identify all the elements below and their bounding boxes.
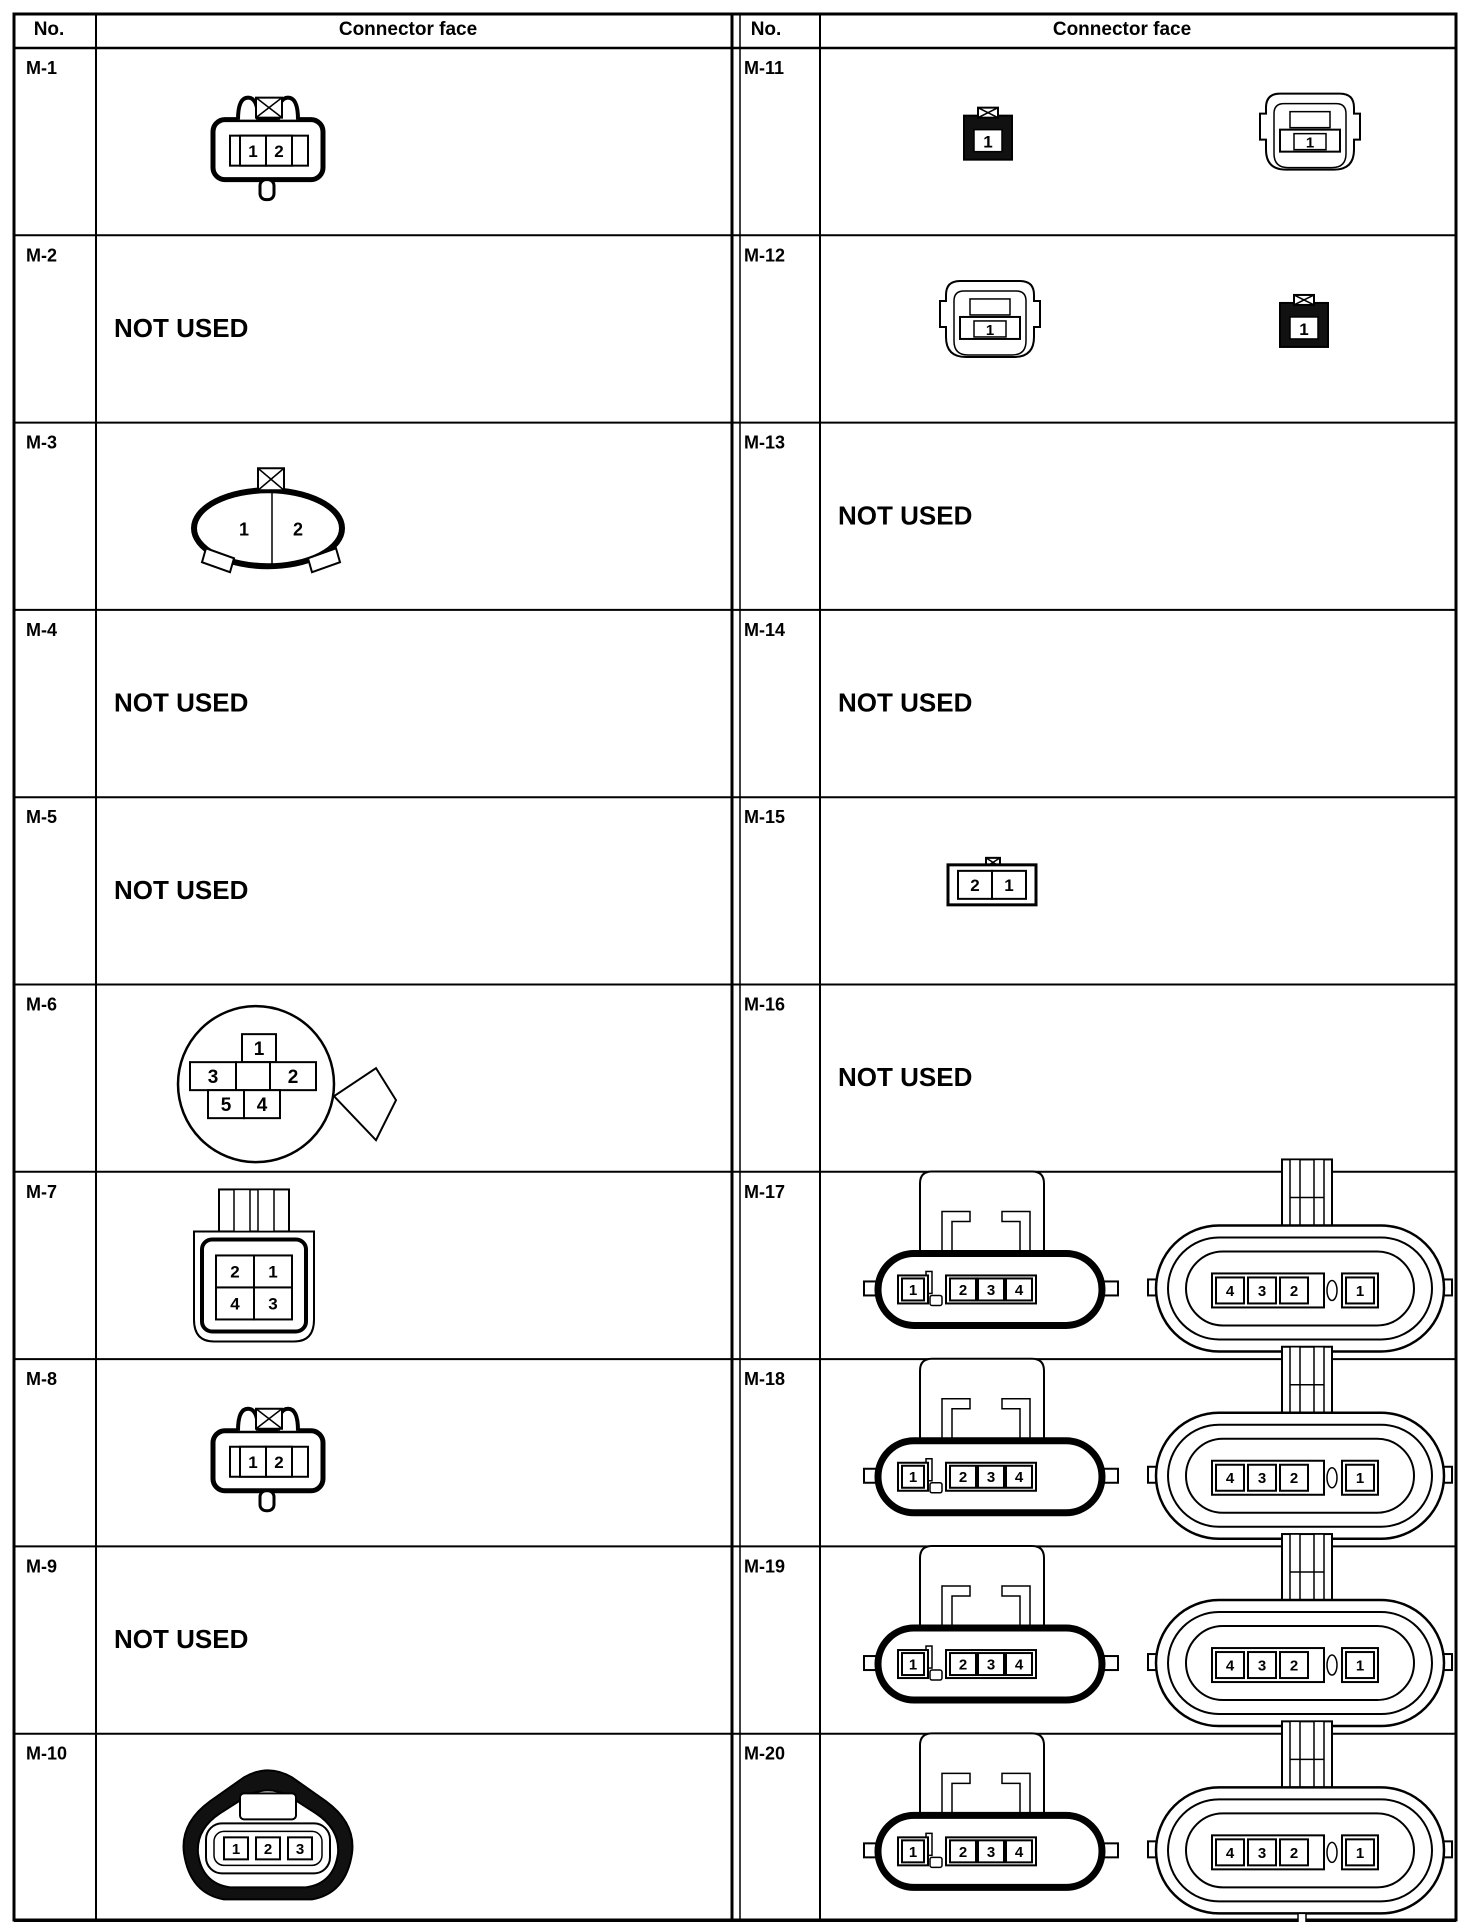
pin-label: 4 [1225, 1657, 1235, 1675]
connector-face [964, 94, 1360, 170]
header-face-left: Connector face [338, 19, 478, 40]
pin-label: 2 [230, 1262, 240, 1282]
connector-row [26, 1744, 352, 1900]
connector-face [213, 98, 323, 200]
connector-face [838, 500, 972, 530]
connector-face [838, 688, 972, 718]
pin-label: 2 [970, 875, 980, 895]
connector-face [864, 1534, 1452, 1740]
pin-label: 1 [268, 1262, 278, 1282]
connector-number: M-14 [744, 619, 786, 640]
connector-row [744, 1159, 1452, 1365]
not-used-label: NOT USED [838, 687, 973, 718]
pin-label: 4 [1225, 1844, 1235, 1862]
connector-number: M-16 [744, 994, 786, 1015]
pin-label: 1 [983, 132, 993, 152]
pin-label: 2 [958, 1469, 968, 1487]
pin-label: 3 [1257, 1470, 1267, 1488]
pin-label: 3 [986, 1469, 996, 1487]
connector-row [26, 807, 248, 905]
pin-label: 2 [958, 1656, 968, 1674]
pin-label: 1 [1355, 1844, 1365, 1862]
header-no-right: No. [750, 19, 782, 40]
connector-row [26, 433, 342, 573]
not-used-label: NOT USED [114, 312, 249, 343]
connector-row [744, 995, 972, 1093]
pin-label: 1 [1355, 1470, 1365, 1488]
connector-face [114, 1624, 248, 1654]
pin-label: 1 [1305, 134, 1315, 152]
connector-face [940, 281, 1328, 357]
connector-row [744, 807, 1036, 905]
connector-number: M-12 [744, 245, 786, 266]
pin-label: 4 [1014, 1843, 1024, 1861]
pin-label: 3 [986, 1281, 996, 1299]
connector-row [744, 1534, 1452, 1740]
connector-face [114, 688, 248, 718]
not-used-label: NOT USED [838, 1062, 973, 1093]
connector-face [194, 468, 342, 572]
pin-label: 2 [1289, 1470, 1299, 1488]
pin-label: 1 [985, 321, 995, 339]
connector-number: M-13 [744, 432, 786, 453]
connector-row [744, 1721, 1452, 1922]
connector-face [178, 1006, 396, 1162]
pin-label: 1 [908, 1469, 918, 1487]
connector-face [838, 1062, 972, 1092]
connector-number: M-3 [26, 432, 57, 453]
connector-row [744, 58, 1360, 170]
header-face-right: Connector face [1052, 19, 1192, 40]
connector-number: M-11 [744, 58, 785, 78]
pin-label: 1 [248, 141, 258, 161]
connector-number: M-18 [744, 1369, 786, 1390]
header-no-left: No. [33, 19, 65, 40]
pin-label: 2 [1289, 1844, 1299, 1862]
pin-label: 1 [238, 519, 250, 540]
pin-label: 1 [908, 1656, 918, 1674]
connector-row [26, 1182, 314, 1342]
connector-row [26, 995, 396, 1163]
connector-number: M-7 [26, 1181, 57, 1202]
not-used-label: NOT USED [838, 500, 973, 531]
connector-number: M-8 [26, 1369, 57, 1390]
connector-row [744, 245, 1328, 357]
connector-number: M-2 [26, 245, 57, 266]
connector-row [744, 1347, 1452, 1553]
connector-number: M-9 [26, 1556, 57, 1577]
pin-label: 3 [986, 1843, 996, 1861]
pin-label: 1 [908, 1843, 918, 1861]
pin-label: 3 [1257, 1844, 1267, 1862]
pin-label: 4 [1014, 1656, 1024, 1674]
connector-number: M-10 [26, 1743, 68, 1764]
pin-label: 2 [1289, 1282, 1299, 1300]
connector-face [948, 858, 1036, 905]
connector-row [744, 620, 972, 718]
connector-row [26, 620, 248, 718]
pin-label: 1 [1355, 1282, 1365, 1300]
pin-label: 1 [253, 1038, 265, 1060]
connector-number: M-1 [26, 58, 57, 78]
not-used-label: NOT USED [114, 687, 249, 718]
connector-face [114, 313, 248, 343]
pin-label: 2 [1289, 1657, 1299, 1675]
pin-label: 3 [1257, 1657, 1267, 1675]
connector-face [864, 1159, 1452, 1365]
pin-label: 3 [207, 1066, 219, 1088]
pin-label: 4 [1225, 1282, 1235, 1300]
pin-label: 1 [231, 1840, 241, 1858]
connector-row [26, 1556, 248, 1654]
connector-face [114, 875, 248, 905]
connector-number: M-15 [744, 807, 786, 828]
pin-label: 3 [295, 1840, 305, 1858]
not-used-label: NOT USED [114, 874, 249, 905]
pin-label: 3 [1257, 1282, 1267, 1300]
pin-label: 1 [1004, 875, 1014, 895]
connector-number: M-4 [26, 619, 57, 640]
connector-number: M-20 [744, 1743, 786, 1764]
connector-row [744, 433, 972, 531]
pin-label: 3 [986, 1656, 996, 1674]
connector-face [864, 1347, 1452, 1553]
pin-label: 2 [958, 1843, 968, 1861]
connector-number: M-17 [744, 1181, 786, 1202]
pin-label: 1 [248, 1452, 258, 1472]
connector-row [26, 245, 248, 343]
pin-label: 5 [220, 1094, 232, 1116]
pin-label: 4 [256, 1094, 268, 1116]
pin-label: 2 [274, 1452, 284, 1472]
pin-label: 4 [1225, 1470, 1235, 1488]
connector-row [26, 58, 323, 200]
connector-number: M-6 [26, 994, 57, 1015]
pin-label: 2 [263, 1840, 273, 1858]
pin-label: 2 [287, 1066, 299, 1088]
pin-label: 1 [1299, 319, 1309, 339]
pin-label: 4 [1014, 1281, 1024, 1299]
connector-number: M-5 [26, 807, 57, 828]
pin-label: 3 [268, 1294, 278, 1314]
pin-label: 2 [274, 141, 284, 161]
pin-label: 4 [1014, 1469, 1024, 1487]
pin-label: 2 [292, 519, 304, 540]
connector-row [26, 1369, 323, 1511]
connector-face [213, 1409, 323, 1511]
not-used-label: NOT USED [114, 1624, 249, 1655]
pin-label: 2 [958, 1281, 968, 1299]
connector-number: M-19 [744, 1556, 786, 1577]
connector-face [194, 1189, 314, 1341]
pin-label: 1 [1355, 1657, 1365, 1675]
pin-label: 1 [908, 1281, 918, 1299]
connector-face [184, 1770, 353, 1899]
connector-rows [26, 58, 1452, 1922]
connector-face [864, 1721, 1452, 1922]
pin-label: 4 [230, 1294, 240, 1314]
